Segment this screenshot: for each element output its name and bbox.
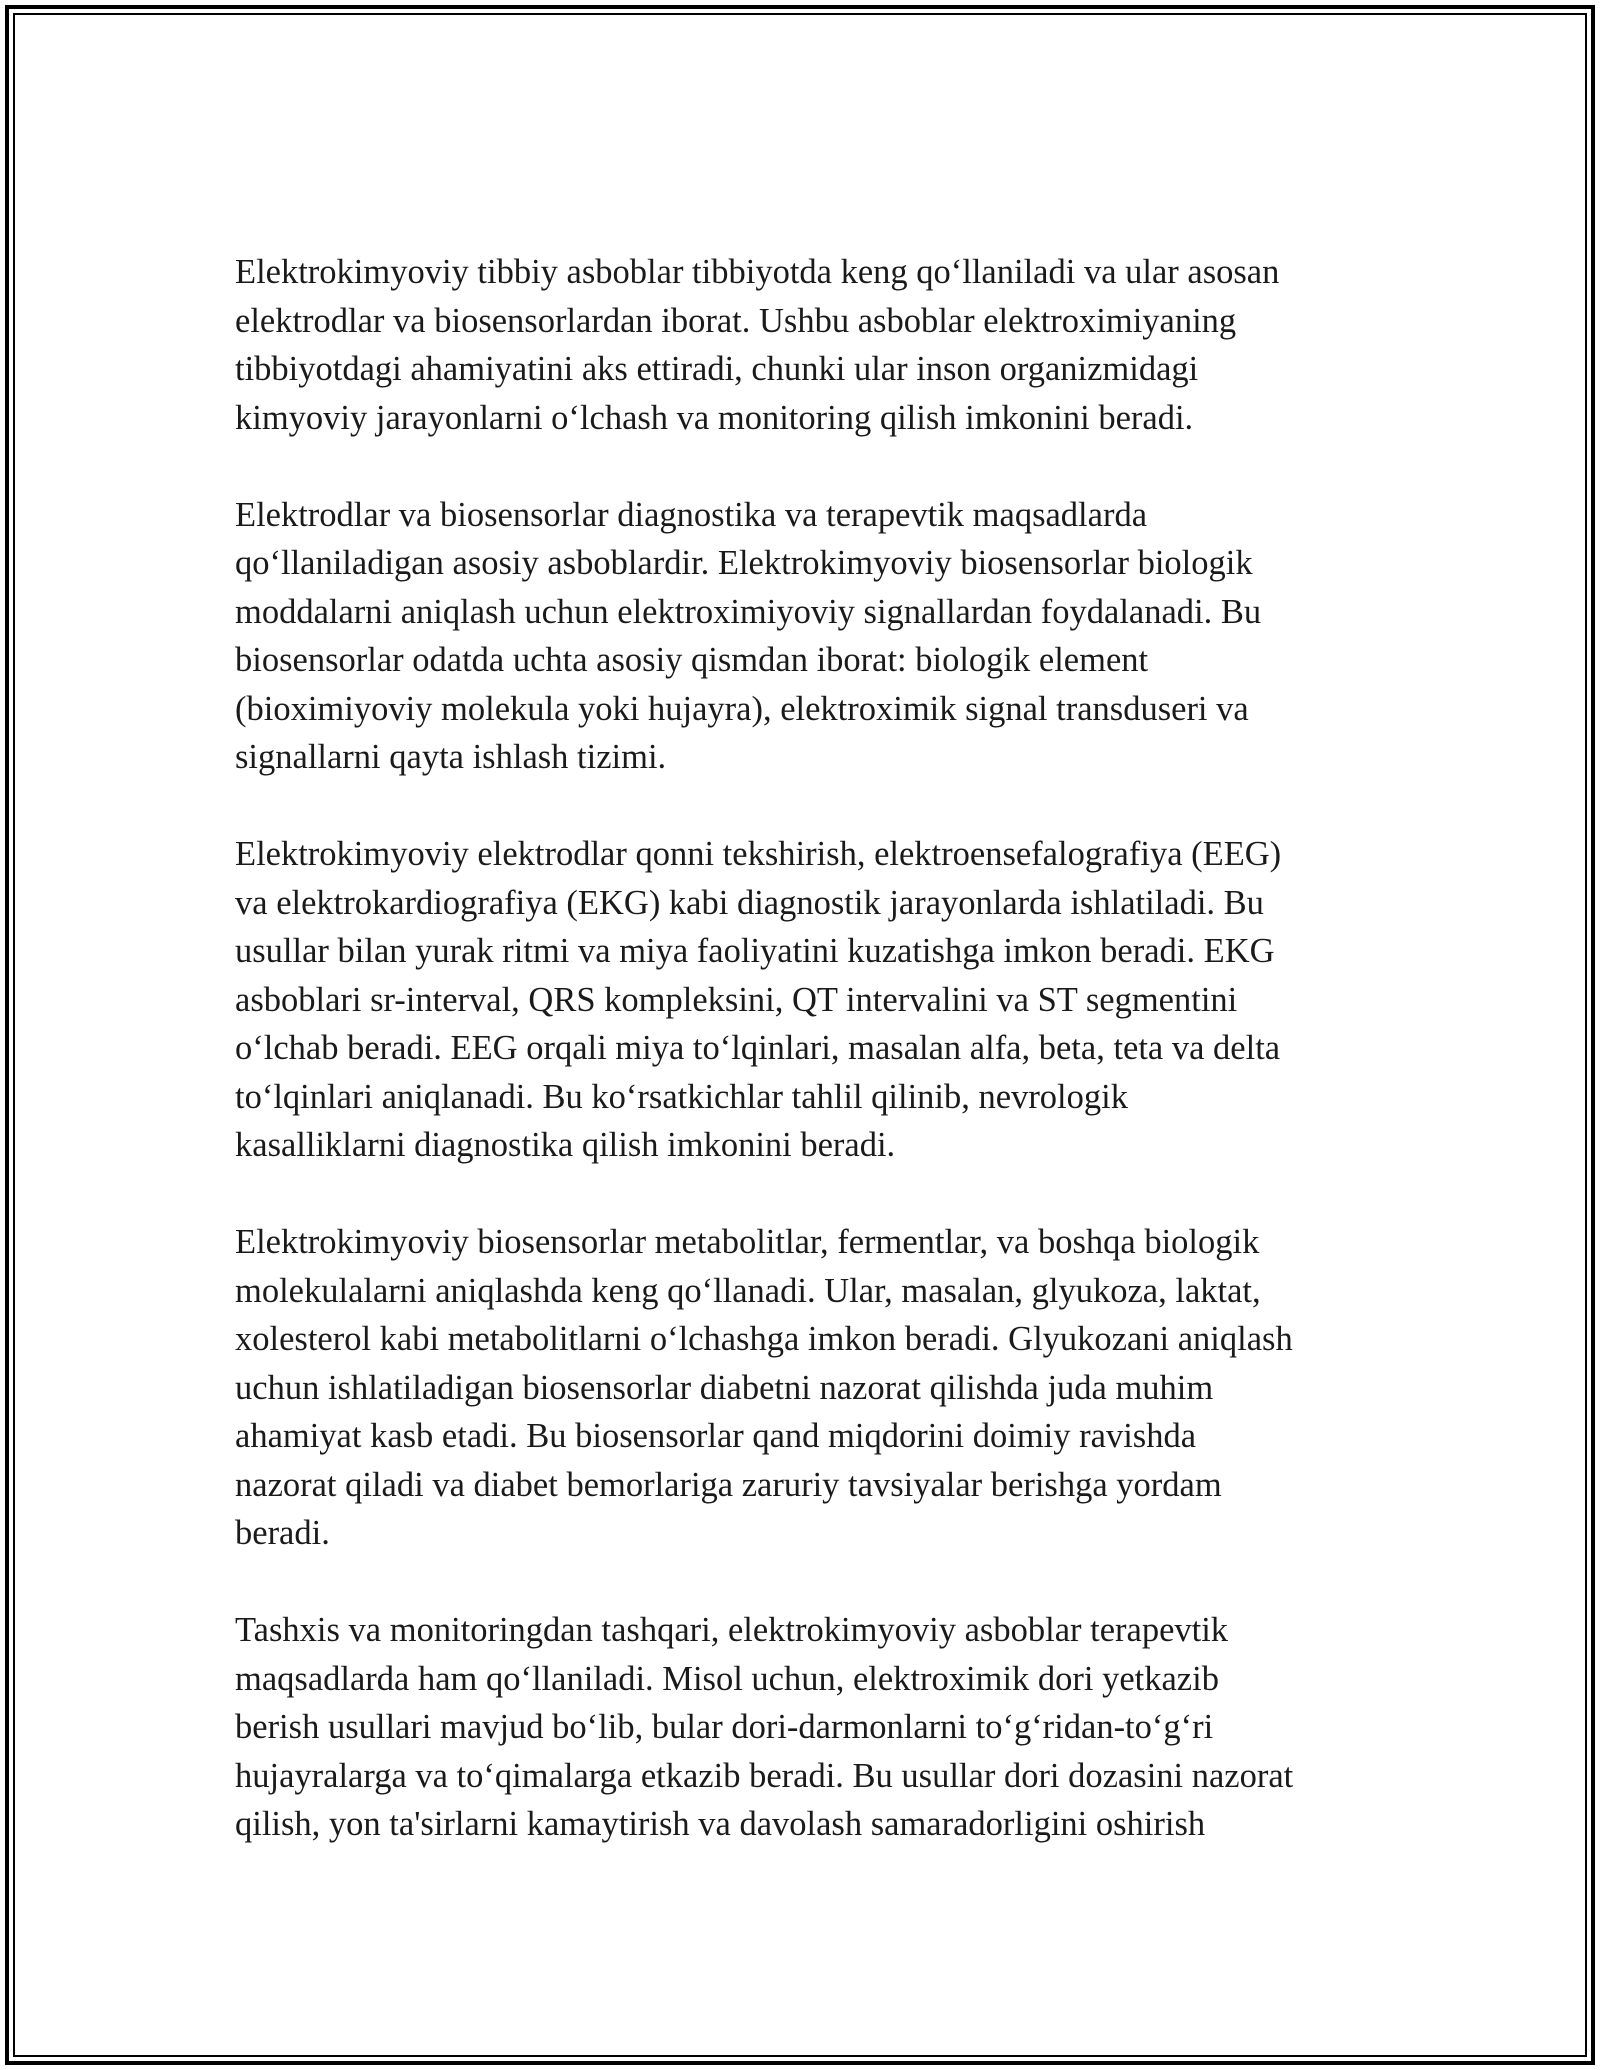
text-line: biosensorlar odatda uchta asosiy qismdan iborat: biologik element xyxy=(235,641,1149,679)
text-line: elektrodlar va biosensorlardan iborat. Ushbu asboblar elektroximiyaning xyxy=(235,301,1237,340)
text-line: kasalliklarni diagnostika qilish imkonini beradi. xyxy=(235,1126,896,1164)
text-line: xolesterol kabi metabolitlarni o‘lchashga imkon beradi. Glyukozani aniqlash xyxy=(235,1320,1293,1358)
text-line: o‘lchab beradi. EEG orqali miya to‘lqinlari, masalan alfa, beta, teta va delta xyxy=(235,1029,1281,1067)
text-line: Tashxis va monitoringdan tashqari, elektrokimyoviy asboblar terapevtik xyxy=(235,1611,1229,1649)
text-line: qilish, yon ta'sirlarni kamaytirish va davolash samaradorligini oshirish xyxy=(235,1805,1206,1843)
paragraph xyxy=(235,830,1365,1170)
text-line: hujayralarga va to‘qimalarga etkazib beradi. Bu usullar dori dozasini nazorat xyxy=(235,1756,1294,1795)
text-line: to‘lqinlari aniqlanadi. Bu ko‘rsatkichlar tahlil qilinib, nevrologik xyxy=(235,1077,1128,1116)
text-line: maqsadlarda ham qo‘llaniladi. Misol uchun, elektroximik dori yetkazib xyxy=(235,1659,1219,1698)
text-line: ahamiyat kasb etadi. Bu biosensorlar qand miqdorini doimiy ravishda xyxy=(235,1417,1197,1455)
text-line: nazorat qiladi va diabet bemorlariga zaruriy tavsiyalar berishga yordam xyxy=(235,1465,1222,1504)
paragraph xyxy=(235,248,1365,442)
text-line: Elektrokimyoviy biosensorlar metabolitlar, fermentlar, va boshqa biologik xyxy=(235,1223,1260,1261)
text-line: uchun ishlatiladigan biosensorlar diabetni nazorat qilishda juda muhim xyxy=(235,1368,1214,1407)
paragraph xyxy=(235,1218,1365,1558)
text-line: tibbiyotdagi ahamiyatini aks ettiradi, chunki ular inson organizmidagi xyxy=(235,350,1199,388)
text-line: berish usullari mavjud bo‘lib, bular dori-darmonlarni to‘g‘ridan-to‘g‘ri xyxy=(235,1708,1214,1746)
text-line: Elektrodlar va biosensorlar diagnostika va terapevtik maqsadlarda xyxy=(235,495,1148,534)
document-body xyxy=(235,248,1365,1897)
text-line: asboblari sr-interval, QRS kompleksini, QT intervalini va ST segmentini xyxy=(235,980,1238,1019)
paragraph xyxy=(235,491,1365,782)
text-line: va elektrokardiografiya (EKG) kabi diagnostik jarayonlarda ishlatiladi. Bu xyxy=(235,883,1264,922)
text-line: Elektrokimyoviy tibbiy asboblar tibbiyotda keng qo‘llaniladi va ular asosan xyxy=(235,253,1280,291)
text-line: qo‘llaniladigan asosiy asboblardir. Elektrokimyoviy biosensorlar biologik xyxy=(235,544,1253,582)
paragraph xyxy=(235,1606,1365,1849)
text-line: moddalarni aniqlash uchun elektroximiyoviy signallardan foydalanadi. Bu xyxy=(235,592,1262,631)
text-line: Elektrokimyoviy elektrodlar qonni tekshirish, elektroensefalografiya (EEG) xyxy=(235,835,1282,873)
text-line: kimyoviy jarayonlarni o‘lchash va monitoring qilish imkonini beradi. xyxy=(235,398,1194,437)
text-line: (bioximiyoviy molekula yoki hujayra), elektroximik signal transduseri va xyxy=(235,689,1249,728)
text-line: usullar bilan yurak ritmi va miya faoliyatini kuzatishga imkon beradi. EKG xyxy=(235,932,1275,970)
text-line: beradi. xyxy=(235,1514,330,1552)
text-line: signallarni qayta ishlash tizimi. xyxy=(235,738,667,776)
text-line: molekulalarni aniqlashda keng qo‘llanadi. Ular, masalan, glyukoza, laktat, xyxy=(235,1271,1261,1310)
